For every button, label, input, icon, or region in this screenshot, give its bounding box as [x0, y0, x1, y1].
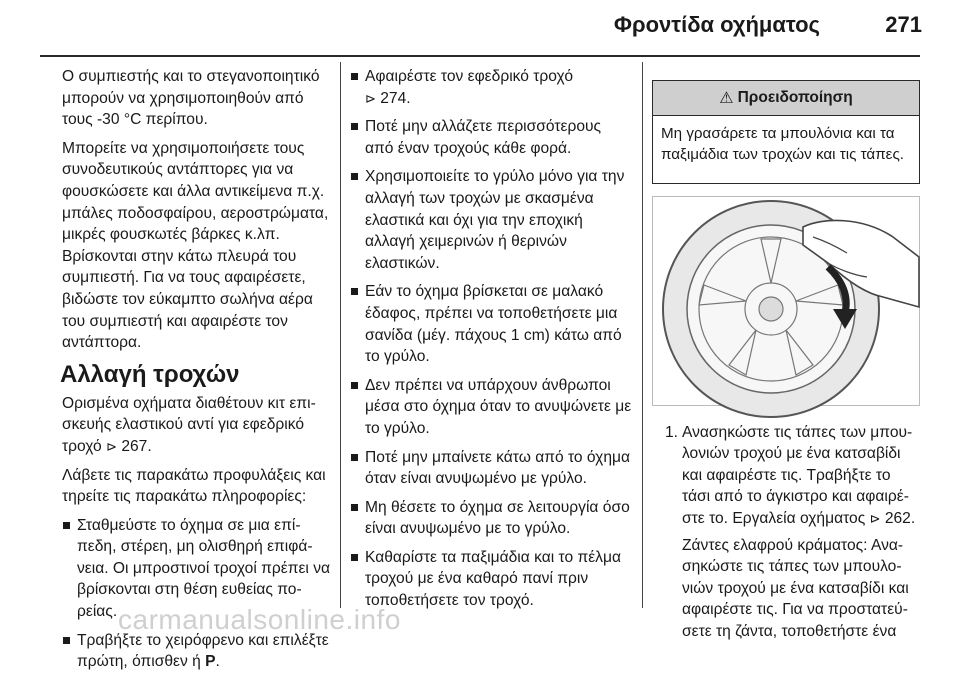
- numbered-steps: [667, 422, 920, 648]
- column-divider-2: [642, 62, 643, 608]
- paragraph: Λάβετε τις παρακάτω προφυλάξεις και τηρείτε τις παρακάτω πληροφορίες:: [62, 466, 326, 506]
- bullet-list: [62, 515, 332, 673]
- warning-box: [652, 80, 920, 184]
- column-1: [62, 66, 332, 680]
- paragraph: Ζάντες ελαφρού κράματος: Ανασηκώστε τις τάπες των μπουλονιών τροχού με ένα κατσαβίδι και αφαιρέστε τις. Για να προστατεύσετε τη ζάντα, τοποθετήστε ένα: [682, 537, 909, 640]
- list-item: [62, 630, 332, 673]
- page-ref-link[interactable]: 262.: [884, 509, 916, 527]
- page-ref-link[interactable]: 267.: [121, 437, 152, 455]
- wheel-hubcap-removal-icon: [653, 197, 919, 405]
- warning-title: Προειδοποίηση: [737, 89, 853, 106]
- list-item: Σταθμεύστε το όχημα σε μια επίπεδη, στέρεη, μη ολισθηρή επιφάνεια. Οι μπροστινοί τροχοί πρέπει να βρίσκονται στη θέση ευθείας πορείας.: [62, 515, 332, 623]
- wheel-cover-illustration: [652, 196, 920, 406]
- warning-header: [653, 81, 919, 116]
- list-item: [667, 422, 920, 642]
- list-item: Χρησιμοποιείτε το γρύλο μόνο για την αλλαγή των τροχών με σκασμένα ελαστικά και όχι για την εποχική αλλαγή χειμερινών ή θερινών ελαστικών.: [350, 166, 632, 274]
- page-ref-icon: ⊳: [106, 438, 117, 454]
- page-ref-icon: ⊳: [869, 510, 881, 526]
- page-number: 271: [885, 12, 922, 37]
- section-heading: Αλλαγή τροχών: [60, 360, 240, 388]
- step-number: 1.: [665, 424, 679, 441]
- warning-triangle-icon: ⚠: [719, 90, 734, 107]
- list-item-text: Αφαιρέστε τον εφεδρικό τροχό: [365, 68, 573, 85]
- gear-park-label: P: [205, 653, 216, 671]
- page-ref-link[interactable]: 274.: [380, 89, 411, 107]
- watermark: carmanualsonline.info: [118, 604, 401, 635]
- list-item: Ποτέ μην αλλάζετε περισσότερους από έναν τροχούς κάθε φορά.: [350, 116, 632, 159]
- column-divider-1: [340, 62, 341, 608]
- page-ref-icon: ⊳: [365, 90, 376, 106]
- paragraph: [62, 393, 332, 458]
- list-item: Εάν το όχημα βρίσκεται σε μαλακό έδαφος, πρέπει να τοποθετήσετε μια σανίδα (μέγ. πάχους 1 cm) κάτω από το γρύλο.: [350, 281, 632, 367]
- list-item-end: .: [215, 653, 220, 671]
- step-body: [667, 422, 920, 642]
- list-item-text: Τραβήξτε το χειρόφρενο και επιλέξτε πρώτη, όπισθεν ή: [77, 631, 329, 671]
- list-item: Ποτέ μην μπαίνετε κάτω από το όχημα όταν είναι ανυψωμένο με γρύλο.: [350, 447, 632, 490]
- warning-text: Μη γρασάρετε τα μπουλόνια και τα παξιμάδια των τροχών και τις τάπες.: [661, 125, 904, 163]
- paragraph: Ο συμπιεστής και το στεγανοποιητικό μπορούν να χρησιμοποιηθούν από τους -30 °C περίπου.: [62, 68, 320, 129]
- step-text: Ανασηκώστε τις τάπες των μπουλονιών τροχού με ένα κατσαβίδι και αφαιρέστε τις. Τραβήξτε το τάσι από το άγκιστρο και αφαιρέστε το. Εργαλεία οχήματος: [682, 424, 913, 527]
- column-2: [350, 66, 632, 619]
- list-item: Μη θέσετε το όχημα σε λειτουργία όσο είναι ανυψωμένο με το γρύλο.: [350, 497, 632, 540]
- paragraph: [682, 422, 920, 529]
- list-item: Δεν πρέπει να υπάρχουν άνθρωποι μέσα στο όχημα όταν το ανυψώνετε με το γρύλο.: [350, 375, 632, 440]
- header-divider: [40, 55, 920, 57]
- section-title: Φροντίδα οχήματος: [613, 12, 820, 37]
- list-item: Καθαρίστε τα παξιμάδια και το πέλμα τροχού με ένα καθαρό πανί πριν τοποθετήσετε τον τροχό.: [350, 547, 632, 612]
- paragraph-text: Ορισμένα οχήματα διαθέτουν κιτ επισκευής ελαστικού αντί για εφεδρικό τροχό: [62, 394, 316, 455]
- list-item: [350, 66, 632, 109]
- bullet-list: [350, 66, 632, 612]
- paragraph: Μπορείτε να χρησιμοποιήσετε τους συνοδευτικούς αντάπτορες για να φουσκώσετε και άλλα αντικείμενα π.χ. μπάλες ποδοσφαίρου, αεροστρώματα, μικρές φουσκωτές βάρκες κ.λπ. Βρίσκονται στην κάτω πλευρά του συμπιεστή. Για να τους αφαιρέσετε, βιδώστε τον εύκαμπτο σωλήνα αέρα του συμπιεστή και αφαιρέστε τον αντάπτορα.: [62, 139, 329, 352]
